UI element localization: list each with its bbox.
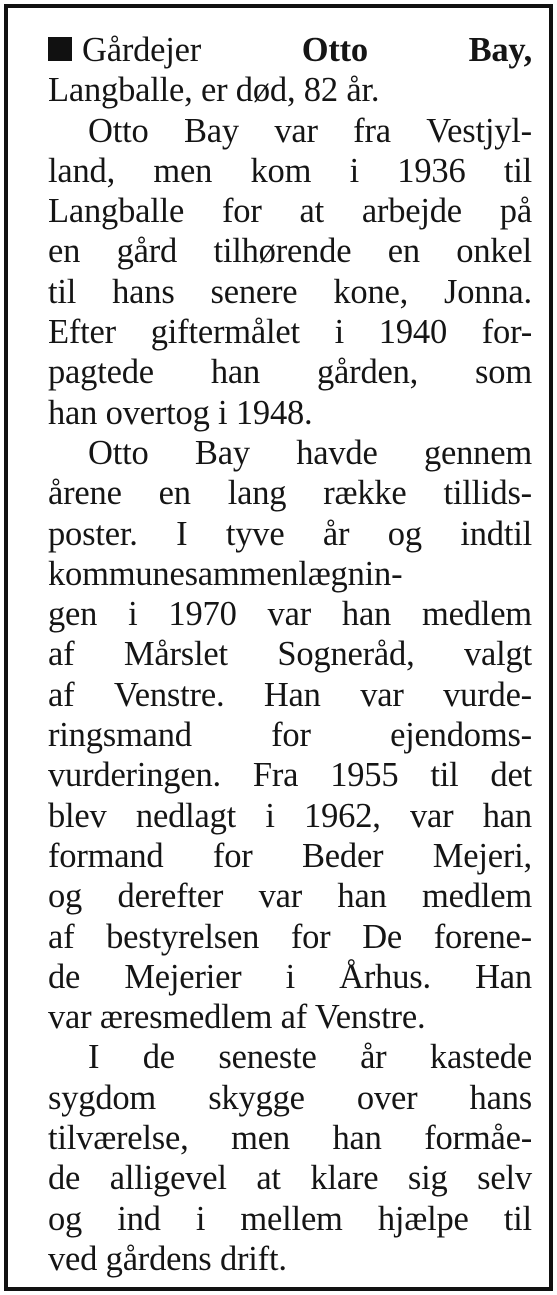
word: poster. — [48, 514, 138, 553]
word: til — [430, 756, 459, 795]
text-line — [48, 433, 532, 473]
text-line — [48, 393, 532, 433]
article-body — [48, 111, 532, 1280]
word: 1940 — [378, 313, 447, 352]
word: Århus. — [339, 957, 431, 996]
word: han — [482, 796, 532, 835]
text-line — [48, 1239, 532, 1279]
text-line — [48, 1158, 532, 1198]
word: Otto — [88, 433, 149, 472]
word: for — [290, 917, 331, 956]
word: Sogneråd, — [277, 635, 415, 674]
text-line — [48, 634, 532, 674]
word: af — [48, 635, 75, 674]
word: for — [271, 716, 311, 755]
word: var æresmedlem af Venstre. — [48, 998, 426, 1037]
text-line — [48, 796, 532, 836]
headline-name-last: Bay, — [468, 31, 532, 69]
word: onkel — [456, 232, 532, 271]
word: valgt — [464, 635, 532, 674]
word: seneste — [218, 1038, 317, 1077]
word: de — [48, 1159, 81, 1198]
word: en — [158, 474, 191, 513]
word: hans — [469, 1078, 532, 1117]
word: Otto — [88, 111, 149, 150]
text-line — [48, 1199, 532, 1239]
word: giftermålet — [150, 313, 300, 352]
word: tilhørende — [213, 232, 352, 271]
word: Venstre. — [113, 675, 225, 714]
word: han — [210, 353, 261, 392]
newspaper-clipping — [4, 4, 553, 1291]
word: Han — [263, 675, 321, 714]
word: ind — [117, 1199, 161, 1238]
text-line — [48, 191, 532, 231]
word: Mejerier — [124, 957, 242, 996]
word: tyve — [225, 514, 285, 553]
word: til — [48, 272, 77, 311]
word: klare — [310, 1159, 379, 1198]
word: 1962, — [304, 796, 381, 835]
word: var — [258, 877, 303, 916]
word: år — [322, 514, 350, 553]
word: Beder — [301, 836, 384, 875]
word: han overtog i 1948. — [48, 393, 313, 432]
word: i — [128, 595, 138, 634]
headline-lead-group — [48, 30, 201, 70]
word: i — [349, 151, 359, 190]
word: i — [195, 1199, 206, 1238]
word: medlem — [422, 877, 532, 916]
word: Langballe — [48, 192, 185, 231]
word: gen — [48, 595, 98, 634]
word: som — [475, 353, 532, 392]
word: række — [323, 474, 407, 513]
word: De — [362, 917, 403, 956]
paragraph — [48, 433, 532, 1037]
word: kastede — [429, 1038, 532, 1077]
word: de — [142, 1038, 175, 1077]
word: i — [265, 796, 275, 835]
word: havde — [296, 433, 378, 472]
word: i — [285, 957, 296, 996]
word: var — [267, 595, 311, 634]
word: gården, — [317, 353, 419, 392]
headline-line-2: Langballe, er død, 82 år. — [48, 71, 380, 110]
word: og — [48, 1199, 83, 1238]
word: tilværelse, — [48, 1119, 189, 1158]
headline-line-1 — [48, 30, 532, 70]
word: til — [503, 151, 532, 190]
word: skygge — [208, 1078, 305, 1117]
word: alligevel — [109, 1159, 227, 1198]
word: han — [341, 595, 392, 634]
word: 1936 — [397, 151, 466, 190]
word: for- — [481, 313, 532, 352]
text-line — [48, 1037, 532, 1077]
word: til — [503, 1199, 532, 1238]
word: hans — [112, 272, 175, 311]
word: hjælpe — [377, 1199, 469, 1238]
word: 1970 — [168, 595, 237, 634]
word: sygdom — [48, 1078, 157, 1117]
word: det — [490, 756, 532, 795]
word: han — [332, 1119, 382, 1158]
black-square-bullet-icon — [48, 37, 72, 61]
word: og — [387, 514, 422, 553]
word: arbejde — [361, 192, 462, 231]
word: kom — [250, 151, 312, 190]
word: af — [48, 675, 75, 714]
word: over — [356, 1078, 418, 1117]
word: selv — [477, 1159, 532, 1198]
word: mellem — [240, 1199, 343, 1238]
text-line — [48, 231, 532, 271]
text-line — [48, 917, 532, 957]
word: formåe- — [424, 1119, 532, 1158]
word: I — [176, 514, 188, 553]
text-line — [48, 997, 532, 1037]
word: år — [360, 1038, 387, 1077]
word: Mejeri, — [432, 836, 532, 875]
word: nedlagt — [135, 796, 237, 835]
word: forene- — [433, 917, 532, 956]
word: var — [274, 111, 318, 150]
word: gennem — [423, 433, 532, 472]
word: for — [221, 192, 262, 231]
word: pagtede — [48, 353, 154, 392]
word: sig — [407, 1159, 448, 1198]
text-line — [48, 554, 532, 594]
word: vurderingen. — [48, 756, 221, 795]
word: Jonna. — [444, 272, 532, 311]
word: derefter — [117, 877, 224, 916]
text-line — [48, 675, 532, 715]
word: I — [88, 1038, 100, 1077]
paragraph — [48, 111, 532, 433]
word: Efter — [48, 313, 116, 352]
word: formand — [48, 836, 164, 875]
word: ejendoms- — [390, 716, 532, 755]
word: Vestjyl- — [426, 111, 532, 150]
word: 1955 — [330, 756, 399, 795]
paragraph — [48, 1037, 532, 1279]
headline-lead: Gårdejer — [82, 31, 202, 69]
word: tillids- — [443, 474, 532, 513]
word: at — [299, 192, 324, 231]
word: var — [360, 675, 404, 714]
text-line — [48, 1078, 532, 1118]
word: bestyrelsen — [106, 917, 260, 956]
word: kommunesammenlægnin- — [48, 554, 403, 593]
text-line — [48, 151, 532, 191]
word: senere — [210, 272, 298, 311]
word: af — [48, 917, 75, 956]
obituary-column — [48, 30, 532, 1279]
word: han — [337, 877, 387, 916]
text-line — [48, 594, 532, 634]
word: indtil — [460, 514, 532, 553]
text-line — [48, 312, 532, 352]
text-line — [48, 876, 532, 916]
word: blev — [48, 796, 107, 835]
text-line — [48, 473, 532, 513]
text-line — [48, 272, 532, 312]
word: gård — [116, 232, 178, 271]
text-line — [48, 715, 532, 755]
word: Bay — [194, 433, 250, 472]
text-line — [48, 514, 532, 554]
word: men — [231, 1119, 290, 1158]
word: en — [48, 232, 81, 271]
word: medlem — [422, 595, 532, 634]
word: Han — [475, 957, 532, 996]
word: var — [409, 796, 454, 835]
word: land, — [48, 151, 116, 190]
word: ved gårdens drift. — [48, 1239, 287, 1278]
word: i — [334, 313, 345, 352]
word: en — [387, 232, 420, 271]
text-line — [48, 1118, 532, 1158]
word: vurde- — [443, 675, 532, 714]
text-line — [48, 957, 532, 997]
word: kone, — [333, 272, 409, 311]
text-line — [48, 111, 532, 151]
word: men — [153, 151, 213, 190]
word: Mårslet — [123, 635, 228, 674]
word: Fra — [252, 756, 299, 795]
word: årene — [48, 474, 122, 513]
word: Bay — [183, 111, 239, 150]
word: og — [48, 877, 83, 916]
word: lang — [227, 474, 287, 513]
text-line — [48, 836, 532, 876]
word: de — [48, 957, 81, 996]
word: at — [256, 1159, 281, 1198]
text-line — [48, 352, 532, 392]
word: ringsmand — [48, 716, 192, 755]
word: på — [499, 192, 532, 231]
word: fra — [353, 111, 391, 150]
headline-name-first: Otto — [301, 31, 368, 69]
text-line — [48, 755, 532, 795]
word: for — [212, 836, 253, 875]
